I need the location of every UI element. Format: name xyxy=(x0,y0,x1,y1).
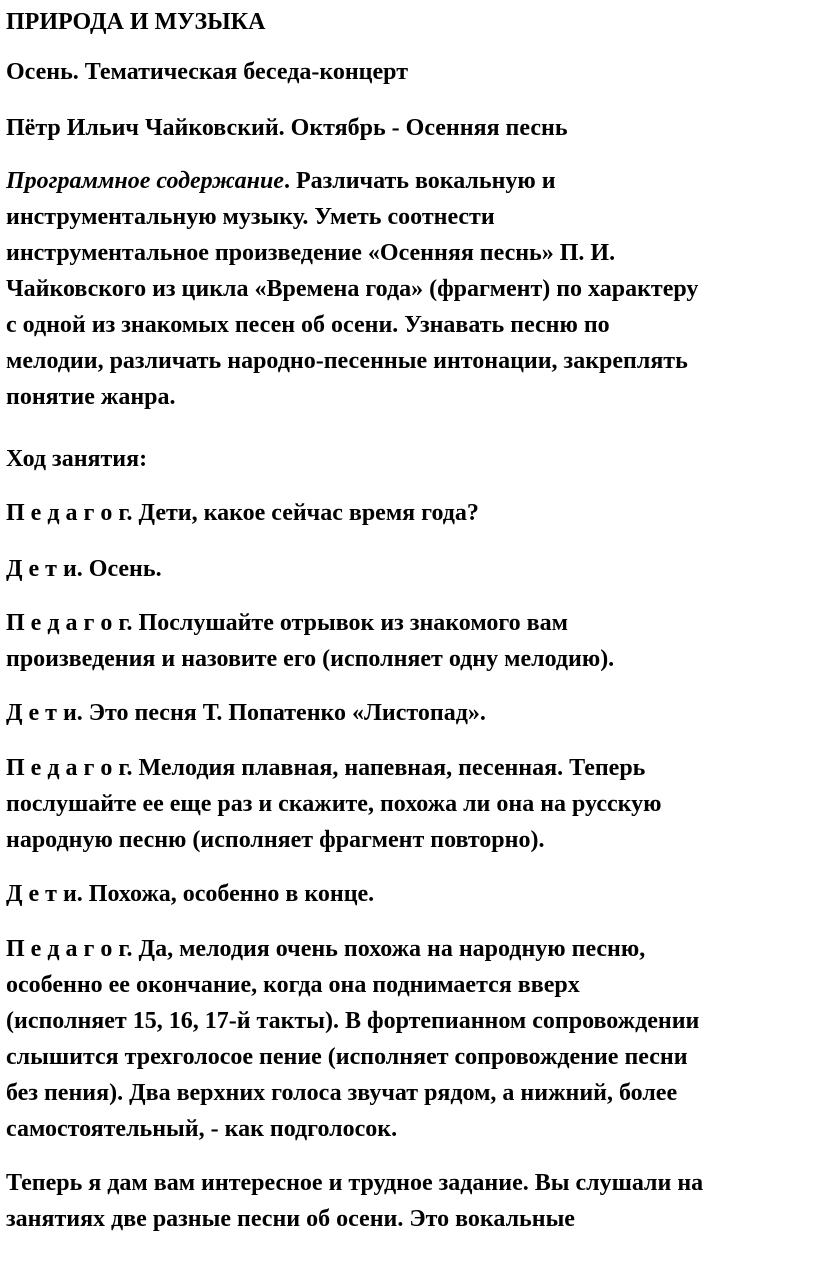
program-line-1 xyxy=(6,163,812,199)
dialogue-2 xyxy=(6,551,812,587)
dialogue-line: самостоятельный, - как подголосок. xyxy=(6,1116,398,1142)
program-line-3: инструментальное произведение «Осенняя песнь» П. И. xyxy=(6,240,616,266)
dialogue-line: послушайте ее еще раз и скажите, похожа ли она на русскую xyxy=(6,791,662,817)
piece-title: Пётр Ильич Чайковский. Октябрь - Осенняя песнь xyxy=(6,115,568,141)
dialogue-line: Д е т и. Осень. xyxy=(6,556,162,582)
program-line-1-text: Различать вокальную и xyxy=(289,168,556,194)
dialogue-3 xyxy=(6,605,812,677)
dialogue-line: П е д а г о г. Да, мелодия очень похожа на народную песню, xyxy=(6,936,646,962)
dialogue-line: слышится трехголосое пение (исполняет сопровождение песни xyxy=(6,1044,688,1070)
dialogue-line: П е д а г о г. Дети, какое сейчас время года? xyxy=(6,500,479,526)
course-heading: Ход занятия: xyxy=(6,446,148,472)
dialogue-line: Д е т и. Это песня Т. Попатенко «Листопад». xyxy=(6,700,486,726)
program-line-2: инструментальную музыку. Уметь соотнести xyxy=(6,204,495,230)
dialogue-5 xyxy=(6,750,812,858)
dialogue-4 xyxy=(6,695,812,731)
program-line-7: понятие жанра. xyxy=(6,384,176,410)
program-label: Программное содержание xyxy=(6,168,284,194)
program-line-4: Чайковского из цикла «Времена года» (фрагмент) по характеру xyxy=(6,276,699,302)
program-line-5: с одной из знакомых песен об осени. Узнавать песню по xyxy=(6,312,610,338)
program-label-tail: . xyxy=(283,168,290,194)
dialogue-line: Д е т и. Похожа, особенно в конце. xyxy=(6,881,375,907)
dialogue-line: (исполняет 15, 16, 17-й такты). В фортепианном сопровождении xyxy=(6,1008,700,1034)
dialogue-line: особенно ее окончание, когда она поднимается вверх xyxy=(6,972,580,998)
dialogue-line: народную песню (исполняет фрагмент повторно). xyxy=(6,827,545,853)
document-subheading: Осень. Тематическая беседа-концерт xyxy=(6,59,408,85)
dialogue-8 xyxy=(6,1165,812,1237)
program-content xyxy=(6,163,812,415)
dialogue-6 xyxy=(6,876,812,912)
dialogue-line: Теперь я дам вам интересное и трудное задание. Вы слушали на xyxy=(6,1170,704,1196)
document-heading: ПРИРОДА И МУЗЫКА xyxy=(6,9,266,35)
dialogue-7 xyxy=(6,931,812,1147)
dialogue-line: П е д а г о г. Мелодия плавная, напевная, песенная. Теперь xyxy=(6,755,646,781)
dialogue-1 xyxy=(6,495,812,531)
program-line-6: мелодии, различать народно-песенные интонации, закреплять xyxy=(6,348,688,374)
dialogue-line: П е д а г о г. Послушайте отрывок из знакомого вам xyxy=(6,610,568,636)
dialogue-line: занятиях две разные песни об осени. Это вокальные xyxy=(6,1206,575,1232)
dialogue-line: без пения). Два верхних голоса звучат рядом, а нижний, более xyxy=(6,1080,678,1106)
dialogue-line: произведения и назовите его (исполняет одну мелодию). xyxy=(6,646,615,672)
